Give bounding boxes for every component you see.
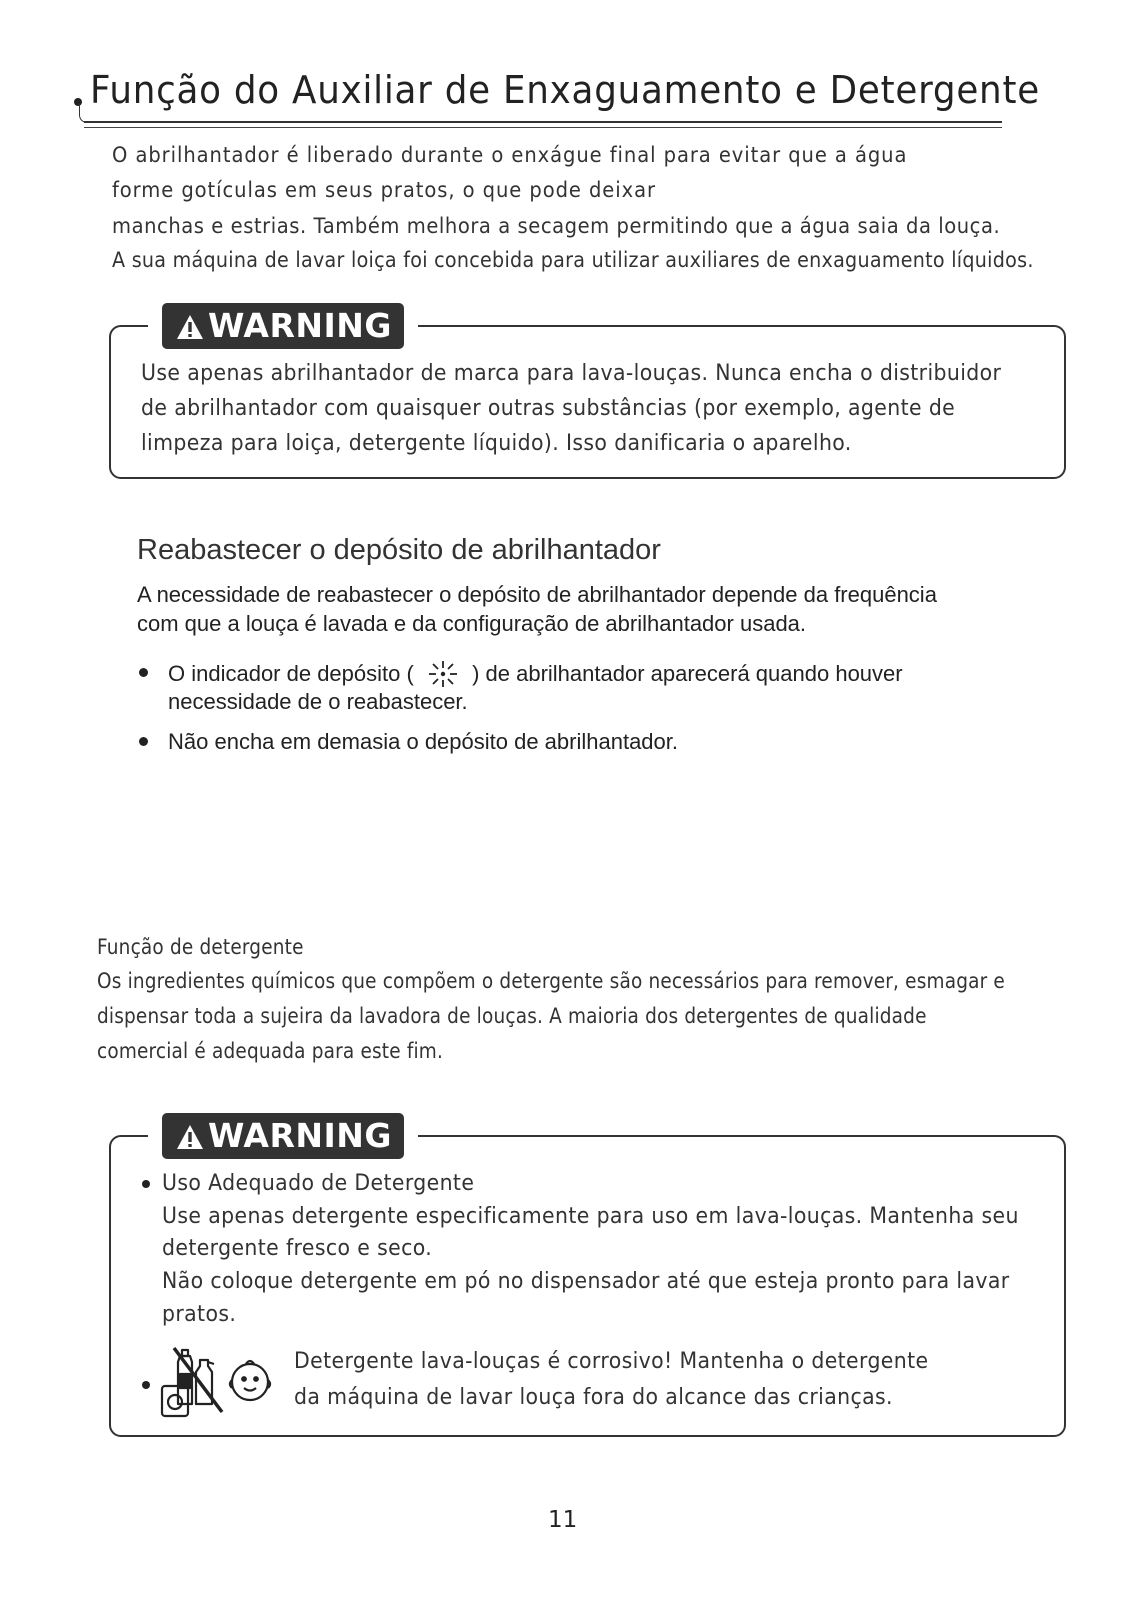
warning-line: limpeza para loiça, detergente líquido). Isso danificaria o aparelho. xyxy=(141,431,852,456)
refill-line: A necessidade de reabastecer o depósito de abrilhantador depende da frequência xyxy=(137,582,937,607)
section-heading-refill: Reabastecer o depósito de abrilhantador xyxy=(137,534,661,566)
list-item-continuation: necessidade de o reabastecer. xyxy=(168,689,468,714)
title-underline-thin xyxy=(84,127,1002,128)
intro-line: manchas e estrias. Também melhora a secagem permitindo que a água saia da louça. xyxy=(112,214,1001,238)
warning-badge xyxy=(162,303,404,349)
bullet-dot xyxy=(139,737,148,746)
bullet-dot xyxy=(139,668,148,677)
bullet-dot xyxy=(142,1180,150,1188)
detergent-line: Os ingredientes químicos que compõem o detergente são necessários para remover, esmagar e xyxy=(97,969,1005,993)
intro-line: A sua máquina de lavar loiça foi concebida para utilizar auxiliares de enxaguamento líquidos. xyxy=(112,248,1034,272)
warning-line: Detergente lava-louças é corrosivo! Mantenha o detergente xyxy=(294,1349,929,1374)
warning-line: da máquina de lavar louça fora do alcance das crianças. xyxy=(294,1385,893,1410)
intro-line: forme gotículas em seus pratos, o que pode deixar xyxy=(112,178,656,202)
warning-line: pratos. xyxy=(162,1302,237,1327)
rinse-aid-indicator-icon xyxy=(426,659,460,689)
keep-away-from-children-icon xyxy=(160,1346,278,1418)
bullet-dot xyxy=(142,1381,150,1389)
warning-line: de abrilhantador com quaisquer outras substâncias (por exemplo, agente de xyxy=(141,396,956,421)
page-number: 11 xyxy=(548,1507,578,1533)
warning-line: Não coloque detergente em pó no dispensador até que esteja pronto para lavar xyxy=(162,1269,1010,1294)
detergent-line: comercial é adequada para este fim. xyxy=(97,1039,444,1063)
page-title: Função do Auxiliar de Enxaguamento e Detergente xyxy=(90,68,1040,112)
warning-line: Use apenas abrilhantador de marca para lava-louças. Nunca encha o distribuidor xyxy=(141,361,1002,386)
list-item-text: ) de abrilhantador aparecerá quando houver xyxy=(472,661,903,686)
warning-line: Use apenas detergente especificamente para uso em lava-louças. Mantenha seu xyxy=(162,1204,1019,1229)
detergent-heading: Função de detergente xyxy=(97,935,304,959)
warning-subheading: Uso Adequado de Detergente xyxy=(162,1171,475,1196)
warning-line: detergente fresco e seco. xyxy=(162,1236,433,1261)
warning-triangle-icon xyxy=(176,314,204,340)
warning-badge xyxy=(162,1113,404,1159)
list-item-text: O indicador de depósito ( xyxy=(168,661,414,686)
list-item xyxy=(168,659,903,689)
warning-label: WARNING xyxy=(208,1116,392,1155)
warning-triangle-icon xyxy=(176,1124,204,1150)
warning-label: WARNING xyxy=(208,306,392,345)
title-underline xyxy=(84,121,1002,123)
refill-line: com que a louça é lavada e da configuração de abrilhantador usada. xyxy=(137,611,807,636)
list-item: Não encha em demasia o depósito de abrilhantador. xyxy=(168,729,679,754)
detergent-line: dispensar toda a sujeira da lavadora de louças. A maioria dos detergentes de qualidade xyxy=(97,1004,927,1028)
intro-line: O abrilhantador é liberado durante o enxágue final para evitar que a água xyxy=(112,143,908,167)
